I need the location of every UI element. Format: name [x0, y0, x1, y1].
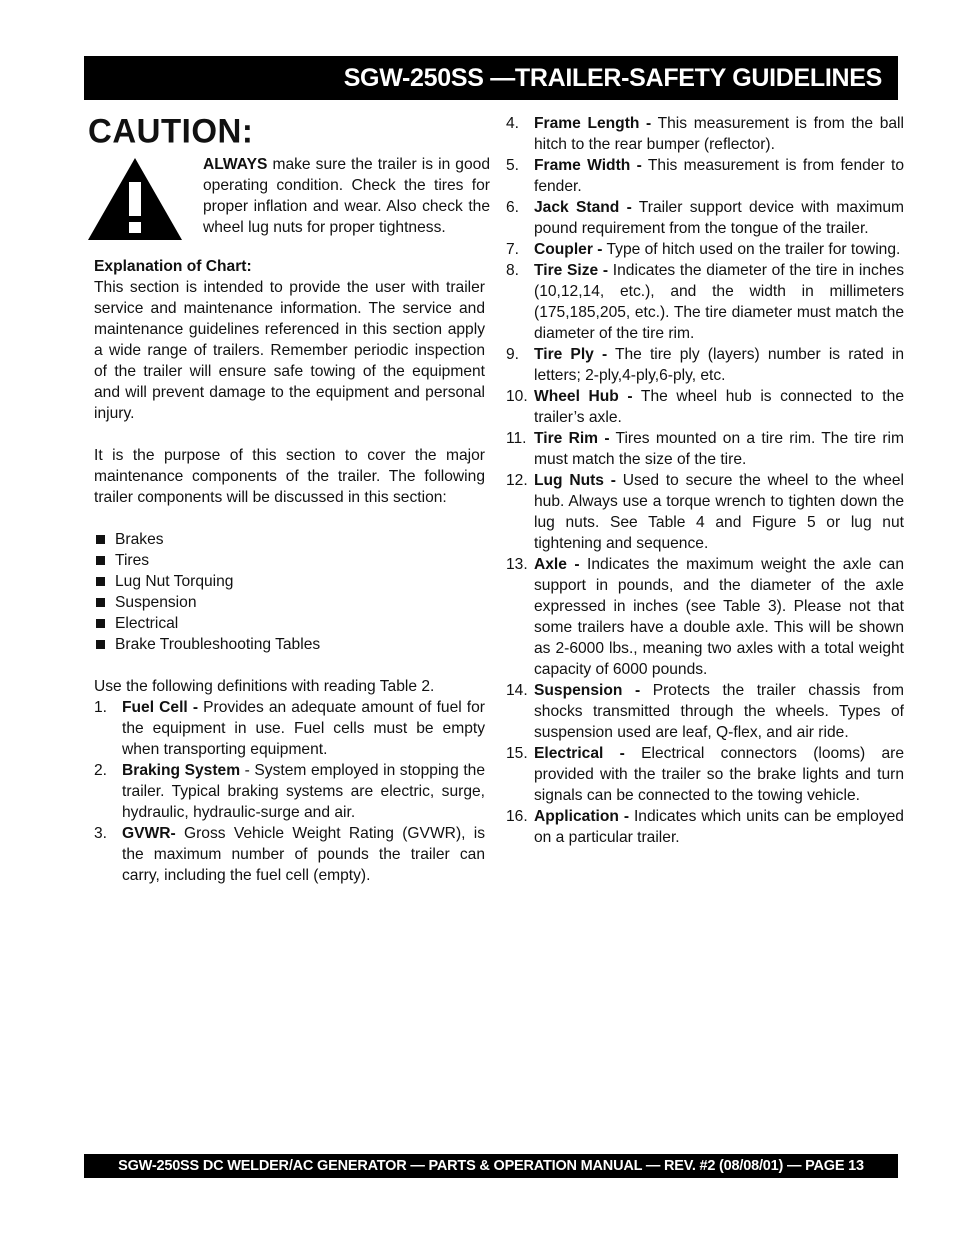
- caution-heading: CAUTION:: [88, 111, 254, 150]
- list-item: Suspension: [94, 592, 485, 613]
- definition-item: 6. Jack Stand - Trailer support device with maximum pound requirement from the tongue of the trailer.: [506, 199, 904, 237]
- square-bullet-icon: [96, 598, 105, 607]
- square-bullet-icon: [96, 535, 105, 544]
- square-bullet-icon: [96, 577, 105, 586]
- definition-item: 3. GVWR- Gross Vehicle Weight Rating (GVWR), is the maximum number of pounds the trailer can carry, including the fuel cell (empty).: [94, 825, 485, 884]
- caution-body: make sure the trailer is in good operating condition. Check the tires for proper inflation and wear. Also check the wheel lug nuts for proper tightness.: [203, 156, 490, 236]
- definition-item: 13. Axle - Indicates the maximum weight the axle can support in pounds, and the diameter of the axle expressed in inches (see Table 3). Please not that some trailers have a double axle. This will be shown as 2-6000 lbs., meaning two axles with a total weight capacity of 6000 pounds.: [506, 556, 904, 678]
- explanation-paragraph-2: It is the purpose of this section to cover the major maintenance components of the trailer. The following trailer components will be discussed in this section:: [94, 447, 485, 506]
- definition-item: 8. Tire Size - Indicates the diameter of the tire in inches (10,12,14, etc.), and the width in millimeters (175,185,205, etc.). The tire diameter must match the diameter of the tire rim.: [506, 262, 904, 342]
- definition-item: 2. Braking System - System employed in stopping the trailer. Typical braking systems are electric, surge, hydraulic, hydraulic-surge and air.: [94, 762, 485, 821]
- list-item: Electrical: [94, 613, 485, 634]
- list-item: Lug Nut Torquing: [94, 571, 485, 592]
- definition-item: 9. Tire Ply - The tire ply (layers) number is rated in letters; 2-ply,4-ply,6-ply, etc.: [506, 346, 904, 384]
- explanation-paragraph-1: This section is intended to provide the user with trailer service and maintenance information. The service and maintenance guidelines referenced in this section apply a wide range of trailers. Remember periodic inspection of the trailer will ensure safe towing of the equipment and will prevent damage to the equipment and personal injury.: [94, 279, 485, 422]
- left-column: [94, 256, 485, 886]
- definition-item: 1. Fuel Cell - Provides an adequate amount of fuel for the equipment in use. Fuel cells must be empty when transporting equipment.: [94, 699, 485, 758]
- page-header: [84, 56, 898, 100]
- component-list: [94, 529, 485, 655]
- square-bullet-icon: [96, 640, 105, 649]
- page-footer: [84, 1154, 898, 1178]
- warning-exclamation-icon: [86, 156, 184, 242]
- definitions-intro: Use the following definitions with reading Table 2.: [94, 678, 435, 695]
- square-bullet-icon: [96, 619, 105, 628]
- definition-item: 15. Electrical - Electrical connectors (looms) are provided with the trailer so the brake lights and turn signals can be connected to the towing vehicle.: [506, 745, 905, 804]
- definition-item: 14. Suspension - Protects the trailer chassis from shocks transmitted through the wheels. Types of suspension used are leaf, Q-flex, and air ride.: [506, 682, 904, 741]
- list-item: Tires: [94, 550, 485, 571]
- definition-item: 12. Lug Nuts - Used to secure the wheel to the wheel hub. Always use a torque wrench to tighten down the lug nuts. See Table 4 and Figure 5 or lug nut tightening and sequence.: [506, 472, 905, 552]
- caution-text: [203, 154, 490, 238]
- definition-item: 5. Frame Width - This measurement is from fender to fender.: [506, 157, 904, 195]
- page-title: SGW-250SS —TRAILER-SAFETY GUIDELINES: [343, 63, 882, 92]
- footer-text: SGW-250SS DC WELDER/AC GENERATOR — PARTS & OPERATION MANUAL — REV. #2 (08/08/01) — PAGE 13: [118, 1158, 864, 1174]
- list-item: Brake Troubleshooting Tables: [94, 634, 485, 655]
- explanation-heading: Explanation of Chart:: [94, 258, 252, 275]
- list-item: Brakes: [94, 529, 485, 550]
- definition-item: 10. Wheel Hub - The wheel hub is connected to the trailer’s axle.: [506, 388, 904, 426]
- definition-item: 11. Tire Rim - Tires mounted on a tire rim. The tire rim must match the size of the tire.: [506, 430, 904, 468]
- definition-item: 7. Coupler - Type of hitch used on the trailer for towing.: [506, 241, 901, 258]
- definition-item: 16. Application - Indicates which units can be employed on a particular trailer.: [506, 808, 904, 846]
- definition-item: 4. Frame Length - This measurement is from the ball hitch to the rear bumper (reflector).: [506, 115, 904, 153]
- caution-lead: ALWAYS: [203, 156, 268, 173]
- right-column: [506, 113, 904, 848]
- square-bullet-icon: [96, 556, 105, 565]
